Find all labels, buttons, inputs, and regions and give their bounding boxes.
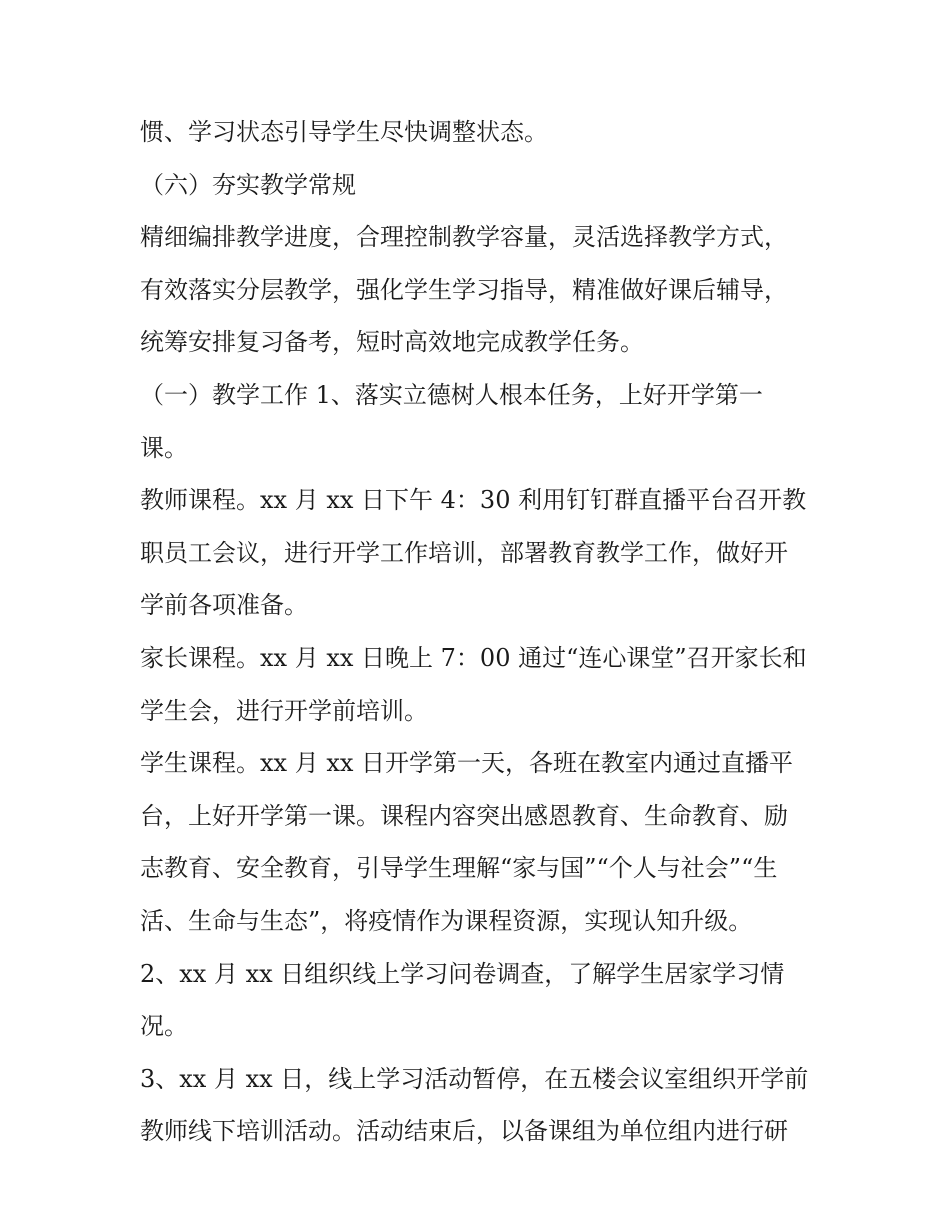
text-line: 有效落实分层教学，强化学生学习指导，精准做好课后辅导， [140,275,788,304]
text-line: 家长课程。xx 月 xx 日晚上 7：00 通过“连心课堂”召开家长和 [140,643,807,672]
text-line: 精细编排教学进度，合理控制教学容量，灵活选择教学方式， [140,223,788,252]
text-line: 况。 [140,1012,188,1041]
text-line: 学生会，进行开学前培训。 [140,696,428,725]
section-heading: （一）教学工作 1、落实立德树人根本任务，上好开学第一 [140,380,763,409]
text-line: 教师线下培训活动。活动结束后，以备课组为单位组内进行研 [140,1117,788,1146]
section-heading: （六）夯实教学常规 [140,170,356,199]
document-body [140,106,830,1158]
text-line: 课。 [140,433,188,462]
text-line: 惯、学习状态引导学生尽快调整状态。 [140,118,548,146]
text-line: 2、xx 月 xx 日组织线上学习问卷调查，了解学生居家学习情 [140,959,785,988]
text-line: 统筹安排复习备考，短时高效地完成教学任务。 [140,328,644,357]
text-line: 教师课程。xx 月 xx 日下午 4：30 利用钉钉群直播平台召开教 [140,486,807,515]
text-line: 活、生命与生态”，将疫情作为课程资源，实现认知升级。 [140,906,753,935]
text-line: 学前各项准备。 [140,591,308,620]
text-line: 职员工会议，进行开学工作培训，部署教育教学工作，做好开 [140,538,788,567]
text-line: 志教育、安全教育，引导学生理解“家与国”“个人与社会”“生 [140,854,778,883]
text-line: 学生课程。xx 月 xx 日开学第一天，各班在教室内通过直播平 [140,749,794,778]
text-line: 台，上好开学第一课。课程内容突出感恩教育、生命教育、励 [140,801,788,830]
text-line: 3、xx 月 xx 日，线上学习活动暂停，在五楼会议室组织开学前 [140,1064,809,1093]
